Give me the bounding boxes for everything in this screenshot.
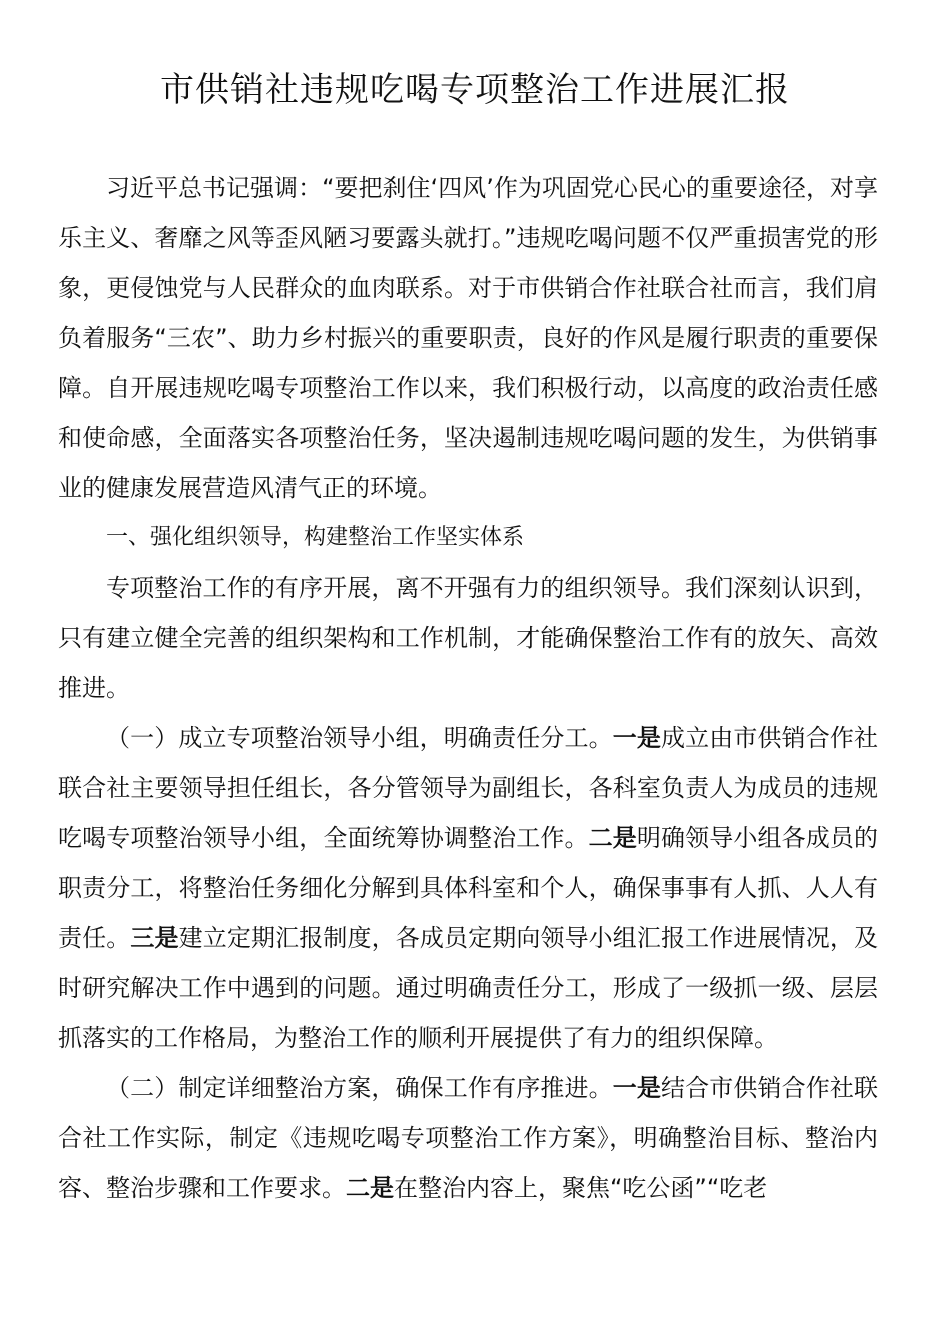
item-2-point-2-label: 二是 bbox=[346, 1174, 394, 1202]
item-1-point-1-label: 一是 bbox=[612, 724, 661, 752]
document-title: 市供销社违规吃喝专项整治工作进展汇报 bbox=[160, 70, 790, 110]
item-1-point-3-label: 三是 bbox=[130, 924, 179, 952]
item-1-point-2-text: 明确领导小组各成员的职责分工，将整治任务细化分解到具体科室和个人，确保事事有人抓、人人有责任。 bbox=[58, 824, 879, 952]
item-2-point-1-label: 一是 bbox=[612, 1074, 661, 1102]
intro-paragraph: 习近平总书记强调：“要把刹住‘四风’作为巩固党心民心的重要途径，对享乐主义、奢靡之风等歪风陋习要露头就打。”违规吃喝问题不仅严重损害党的形象，更侵蚀党与人民群众的血肉联系。对于市供销合作社联合社而言，我们肩负着服务“三农”、助力乡村振兴的重要职责，良好的作风是履行职责的重要保障。自开展违规吃喝专项整治工作以来，我们积极行动，以高度的政治责任感和使命感，全面落实各项整治任务，坚决遏制违规吃喝问题的发生，为供销事业的健康发展营造风清气正的环境。 bbox=[58, 174, 878, 502]
item-2-point-1-text: 结合市供销合作社联合社工作实际，制定《违规吃喝专项整治工作方案》，明确整治目标、整治内容、整治步骤和工作要求。 bbox=[58, 1074, 879, 1202]
item-1-paragraph bbox=[58, 713, 878, 1063]
section-1-intro-paragraph: 专项整治工作的有序开展，离不开强有力的组织领导。我们深刻认识到，只有建立健全完善的组织架构和工作机制，才能确保整治工作有的放矢、高效推进。 bbox=[58, 574, 878, 702]
section-1-heading: 一、强化组织领导，构建整治工作坚实体系 bbox=[106, 525, 525, 550]
item-2-paragraph bbox=[58, 1063, 878, 1213]
document-body bbox=[58, 163, 878, 1213]
item-1-point-1-text: 成立由市供销合作社联合社主要领导担任组长，各分管领导为副组长，各科室负责人为成员的违规吃喝专项整治领导小组，全面统筹协调整治工作。 bbox=[58, 724, 879, 852]
item-2-point-2-text: 在整治内容上，聚焦“吃公函”“吃老 bbox=[394, 1174, 768, 1202]
item-1-point-3-text: 建立定期汇报制度，各成员定期向领导小组汇报工作进展情况，及时研究解决工作中遇到的问题。通过明确责任分工，形成了一级抓一级、层层抓落实的工作格局，为整治工作的顺利开展提供了有力的组织保障。 bbox=[58, 924, 879, 1052]
item-2-lead: （二）制定详细整治方案，确保工作有序推进。 bbox=[106, 1074, 613, 1102]
item-1-point-2-label: 二是 bbox=[588, 824, 637, 852]
item-1-lead: （一）成立专项整治领导小组，明确责任分工。 bbox=[106, 724, 613, 752]
